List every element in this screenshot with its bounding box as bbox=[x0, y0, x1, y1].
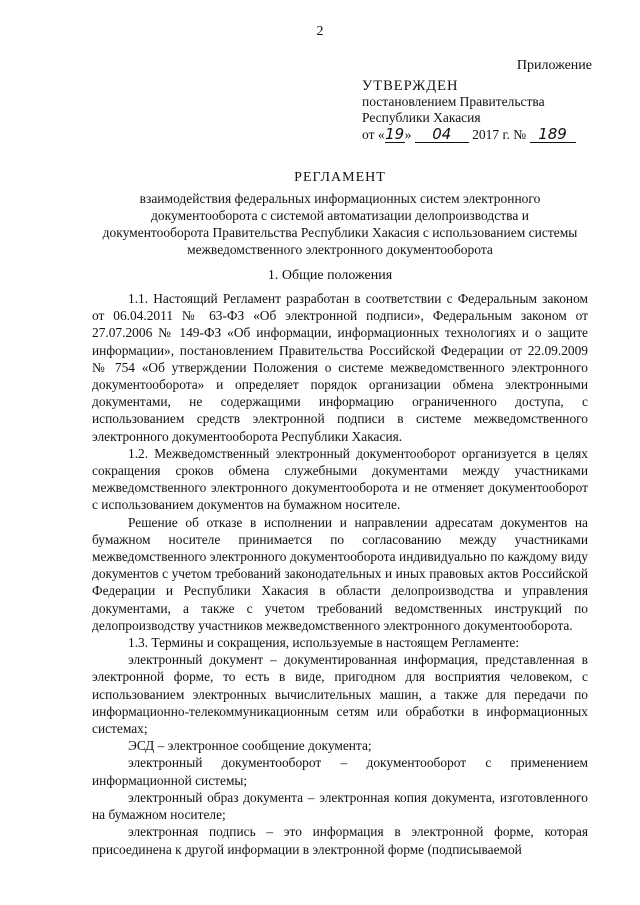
section-heading: 1. Общие положения bbox=[267, 268, 393, 283]
date-prefix: от « bbox=[362, 127, 385, 142]
paragraph-1-2: 1.2. Межведомственный электронный документооборот организуется в целях сокращения сроков обмена служебными документами между участниками межведомственного электронного документооборота и не отменяет документооборот с использованием документов на бумажном носителе. bbox=[92, 445, 588, 513]
definition-electronic-image: электронный образ документа – электронная копия документа, изготовленного на бумажном носителе; bbox=[92, 789, 588, 823]
approval-date-line bbox=[362, 126, 576, 143]
date-quote-close: » bbox=[404, 127, 412, 142]
definition-electronic-workflow: электронный документооборот – документооборот с применением информационной системы; bbox=[92, 755, 588, 788]
document-title: РЕГЛАМЕНТ bbox=[294, 170, 386, 185]
paragraph-1-1: 1.1. Настоящий Регламент разработан в соответствии с Федеральным законом от 06.04.2011 № 63-ФЗ «Об электронной подписи», Федеральным законом от 27.07.2006 № 149-ФЗ «Об информации, информационных технологиях и о защите информации», постановлением Правительства Российской Федерации от 22.09.2009 № 754 «Об утверждении Положения о системе межведомственного электронного документооборота» и определяет порядок организации обмена электронными документами, не содержащими информацию ограниченного доступа, с использованием средств электронной подписи в системе межведомственного электронного документооборота Республики Хакасия. bbox=[92, 291, 588, 444]
handwritten-number: 189 bbox=[530, 126, 576, 143]
document-body bbox=[92, 290, 588, 858]
page-number: 2 bbox=[316, 24, 324, 39]
appendix-label: Приложение bbox=[516, 58, 592, 73]
approval-line-1: постановлением Правительства bbox=[362, 94, 545, 109]
paragraph-1-3: 1.3. Термины и сокращения, используемые в настоящем Регламенте: bbox=[128, 635, 520, 651]
definition-electronic-document: электронный документ – документированная информация, представленная в электронной форме, то есть в виде, пригодном для восприятия человеком, с использованием электронных вычислительных машин, а также для передачи по информационно-телекоммуникационным сетям или обработки в информационных системах; bbox=[92, 652, 588, 737]
handwritten-day: 19 bbox=[385, 125, 405, 143]
approval-stamp bbox=[362, 78, 576, 143]
paragraph-refusal: Решение об отказе в исполнении и направлении адресатам документов на бумажном носителе принимается по согласованию между участниками межведомственного электронного документооборота индивидуально по каждому виду документов с учетом требований законодательных и иных правовых актов Российской Федерации и Республики Хакасия в области делопроизводства и управления документами, а также с учетом требований ведомственных инструкций по делопроизводству участников межведомственного электронного документооборота. bbox=[92, 514, 588, 633]
definition-electronic-signature: электронная подпись – это информация в электронной форме, которая присоединена к другой информации в электронной форме (подписываемой bbox=[92, 824, 588, 857]
document-subtitle: взаимодействия федеральных информационных систем электронного документооборота с системой автоматизации делопроизводства и документооборота Правительства Республики Хакасия с использованием системы межведомственного электронного документооборота bbox=[102, 191, 578, 257]
handwritten-month: 04 bbox=[415, 126, 469, 143]
definition-esd: ЭСД – электронное сообщение документа; bbox=[128, 738, 372, 754]
approval-line-2: Республики Хакасия bbox=[362, 110, 481, 125]
approved-heading: УТВЕРЖДЕН bbox=[362, 78, 459, 94]
year-text: 2017 г. № bbox=[472, 127, 527, 142]
